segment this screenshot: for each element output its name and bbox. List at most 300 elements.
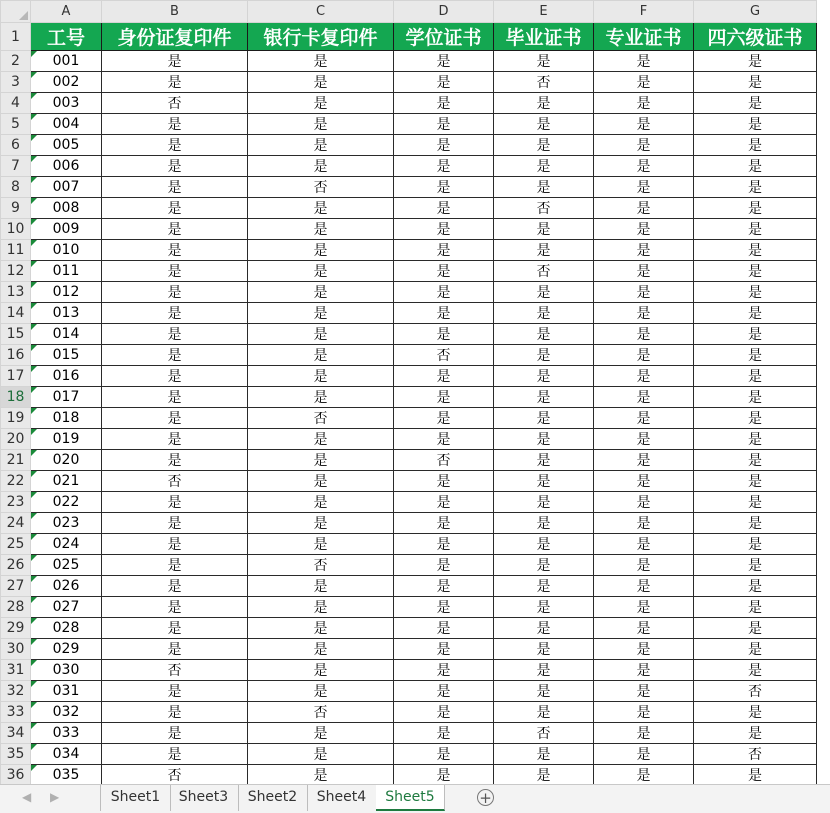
table-cell[interactable] (248, 240, 394, 261)
table-cell[interactable] (248, 660, 394, 681)
table-cell[interactable] (102, 72, 248, 93)
column-header-b[interactable]: B (102, 1, 248, 23)
table-cell[interactable] (594, 429, 694, 450)
employee-id-cell[interactable] (31, 219, 102, 240)
table-cell[interactable] (248, 429, 394, 450)
table-cell[interactable] (248, 114, 394, 135)
table-cell[interactable] (494, 387, 594, 408)
table-cell[interactable] (694, 219, 817, 240)
table-cell[interactable] (594, 387, 694, 408)
table-cell[interactable] (594, 681, 694, 702)
table-cell[interactable] (248, 261, 394, 282)
table-cell[interactable] (494, 219, 594, 240)
table-cell[interactable] (694, 240, 817, 261)
employee-id-cell[interactable] (31, 387, 102, 408)
table-cell[interactable] (494, 156, 594, 177)
table-cell[interactable] (694, 702, 817, 723)
row-number-15[interactable]: 15 (1, 324, 31, 345)
table-cell[interactable] (394, 51, 494, 72)
table-cell[interactable] (394, 681, 494, 702)
table-cell[interactable] (394, 93, 494, 114)
table-cell[interactable] (102, 261, 248, 282)
table-cell[interactable] (594, 450, 694, 471)
table-cell[interactable] (248, 156, 394, 177)
table-cell[interactable] (394, 639, 494, 660)
table-cell[interactable] (102, 681, 248, 702)
header-cell[interactable]: 银行卡复印件 (248, 23, 394, 51)
table-cell[interactable] (248, 93, 394, 114)
table-cell[interactable] (102, 576, 248, 597)
table-cell[interactable] (694, 303, 817, 324)
table-cell[interactable] (394, 114, 494, 135)
table-cell[interactable] (594, 534, 694, 555)
table-cell[interactable] (102, 744, 248, 765)
row-number-1[interactable]: 1 (1, 23, 31, 51)
table-cell[interactable] (102, 723, 248, 744)
table-cell[interactable] (394, 219, 494, 240)
table-cell[interactable] (248, 702, 394, 723)
table-cell[interactable] (694, 324, 817, 345)
row-number-10[interactable]: 10 (1, 219, 31, 240)
row-number-34[interactable]: 34 (1, 723, 31, 744)
row-number-31[interactable]: 31 (1, 660, 31, 681)
table-cell[interactable] (594, 345, 694, 366)
table-cell[interactable] (102, 492, 248, 513)
sheet-tab-sheet5[interactable]: Sheet5 (376, 785, 445, 811)
header-cell[interactable]: 学位证书 (394, 23, 494, 51)
table-cell[interactable] (494, 681, 594, 702)
table-cell[interactable] (494, 702, 594, 723)
column-header-d[interactable]: D (394, 1, 494, 23)
employee-id-cell[interactable] (31, 681, 102, 702)
row-number-28[interactable]: 28 (1, 597, 31, 618)
employee-id-cell[interactable] (31, 576, 102, 597)
table-cell[interactable] (494, 450, 594, 471)
table-cell[interactable] (694, 534, 817, 555)
table-cell[interactable] (248, 72, 394, 93)
row-number-4[interactable]: 4 (1, 93, 31, 114)
row-number-18[interactable]: 18 (1, 387, 31, 408)
table-cell[interactable] (394, 72, 494, 93)
sheet-tab-sheet3[interactable]: Sheet3 (169, 785, 239, 811)
table-cell[interactable] (394, 429, 494, 450)
row-number-23[interactable]: 23 (1, 492, 31, 513)
table-cell[interactable] (694, 282, 817, 303)
column-header-e[interactable]: E (494, 1, 594, 23)
table-cell[interactable] (594, 513, 694, 534)
column-header-c[interactable]: C (248, 1, 394, 23)
table-cell[interactable] (248, 513, 394, 534)
table-cell[interactable] (694, 618, 817, 639)
sheet-tab-sheet4[interactable]: Sheet4 (307, 785, 377, 811)
table-cell[interactable] (494, 135, 594, 156)
row-number-25[interactable]: 25 (1, 534, 31, 555)
table-cell[interactable] (694, 681, 817, 702)
employee-id-cell[interactable] (31, 198, 102, 219)
table-cell[interactable] (494, 240, 594, 261)
sheet-tab-sheet2[interactable]: Sheet2 (238, 785, 308, 811)
table-cell[interactable] (694, 261, 817, 282)
table-cell[interactable] (394, 261, 494, 282)
employee-id-cell[interactable] (31, 135, 102, 156)
table-cell[interactable] (394, 492, 494, 513)
table-cell[interactable] (594, 408, 694, 429)
row-number-2[interactable]: 2 (1, 51, 31, 72)
table-cell[interactable] (102, 303, 248, 324)
prev-sheet-icon[interactable]: ◀ (22, 790, 32, 804)
row-number-20[interactable]: 20 (1, 429, 31, 450)
table-cell[interactable] (102, 114, 248, 135)
table-cell[interactable] (248, 492, 394, 513)
table-cell[interactable] (494, 198, 594, 219)
table-cell[interactable] (494, 534, 594, 555)
table-cell[interactable] (102, 282, 248, 303)
table-cell[interactable] (394, 513, 494, 534)
table-cell[interactable] (494, 660, 594, 681)
table-cell[interactable] (248, 534, 394, 555)
employee-id-cell[interactable] (31, 555, 102, 576)
table-cell[interactable] (694, 177, 817, 198)
column-header-g[interactable]: G (694, 1, 817, 23)
row-number-33[interactable]: 33 (1, 702, 31, 723)
table-cell[interactable] (394, 387, 494, 408)
table-cell[interactable] (394, 408, 494, 429)
row-number-19[interactable]: 19 (1, 408, 31, 429)
table-cell[interactable] (594, 198, 694, 219)
row-number-14[interactable]: 14 (1, 303, 31, 324)
table-cell[interactable] (494, 744, 594, 765)
row-number-6[interactable]: 6 (1, 135, 31, 156)
table-cell[interactable] (694, 51, 817, 72)
table-cell[interactable] (394, 744, 494, 765)
table-cell[interactable] (494, 765, 594, 786)
table-cell[interactable] (594, 723, 694, 744)
table-cell[interactable] (394, 282, 494, 303)
table-cell[interactable] (494, 177, 594, 198)
table-cell[interactable] (248, 765, 394, 786)
row-number-30[interactable]: 30 (1, 639, 31, 660)
employee-id-cell[interactable] (31, 597, 102, 618)
row-number-32[interactable]: 32 (1, 681, 31, 702)
table-cell[interactable] (102, 660, 248, 681)
table-cell[interactable] (248, 135, 394, 156)
table-cell[interactable] (248, 639, 394, 660)
header-cell[interactable]: 专业证书 (594, 23, 694, 51)
row-number-35[interactable]: 35 (1, 744, 31, 765)
table-cell[interactable] (248, 471, 394, 492)
table-cell[interactable] (694, 744, 817, 765)
table-cell[interactable] (594, 93, 694, 114)
next-sheet-icon[interactable]: ▶ (50, 790, 60, 804)
table-cell[interactable] (248, 576, 394, 597)
table-cell[interactable] (394, 303, 494, 324)
table-cell[interactable] (394, 135, 494, 156)
table-cell[interactable] (394, 723, 494, 744)
table-cell[interactable] (248, 366, 394, 387)
table-cell[interactable] (494, 282, 594, 303)
header-cell[interactable]: 身份证复印件 (102, 23, 248, 51)
table-cell[interactable] (394, 534, 494, 555)
table-cell[interactable] (394, 156, 494, 177)
table-cell[interactable] (102, 324, 248, 345)
table-cell[interactable] (594, 366, 694, 387)
employee-id-cell[interactable] (31, 366, 102, 387)
row-number-27[interactable]: 27 (1, 576, 31, 597)
row-number-36[interactable]: 36 (1, 765, 31, 786)
table-cell[interactable] (594, 639, 694, 660)
table-cell[interactable] (102, 240, 248, 261)
employee-id-cell[interactable] (31, 450, 102, 471)
table-cell[interactable] (694, 429, 817, 450)
table-cell[interactable] (594, 303, 694, 324)
table-cell[interactable] (394, 618, 494, 639)
employee-id-cell[interactable] (31, 408, 102, 429)
employee-id-cell[interactable] (31, 471, 102, 492)
row-number-9[interactable]: 9 (1, 198, 31, 219)
table-cell[interactable] (102, 471, 248, 492)
table-cell[interactable] (248, 387, 394, 408)
table-cell[interactable] (694, 72, 817, 93)
table-cell[interactable] (594, 765, 694, 786)
employee-id-cell[interactable] (31, 639, 102, 660)
table-cell[interactable] (694, 198, 817, 219)
table-cell[interactable] (394, 555, 494, 576)
table-cell[interactable] (694, 135, 817, 156)
row-number-29[interactable]: 29 (1, 618, 31, 639)
table-cell[interactable] (494, 303, 594, 324)
table-cell[interactable] (248, 282, 394, 303)
table-cell[interactable] (594, 324, 694, 345)
employee-id-cell[interactable] (31, 114, 102, 135)
table-cell[interactable] (394, 366, 494, 387)
table-cell[interactable] (694, 555, 817, 576)
table-cell[interactable] (694, 576, 817, 597)
header-cell[interactable]: 工号 (31, 23, 102, 51)
table-cell[interactable] (494, 72, 594, 93)
table-cell[interactable] (248, 177, 394, 198)
employee-id-cell[interactable] (31, 51, 102, 72)
table-cell[interactable] (102, 93, 248, 114)
table-cell[interactable] (394, 660, 494, 681)
table-cell[interactable] (102, 555, 248, 576)
table-cell[interactable] (694, 471, 817, 492)
table-cell[interactable] (494, 345, 594, 366)
table-cell[interactable] (248, 555, 394, 576)
table-cell[interactable] (594, 597, 694, 618)
employee-id-cell[interactable] (31, 261, 102, 282)
table-cell[interactable] (102, 345, 248, 366)
employee-id-cell[interactable] (31, 429, 102, 450)
table-cell[interactable] (494, 513, 594, 534)
table-cell[interactable] (394, 765, 494, 786)
table-cell[interactable] (594, 555, 694, 576)
table-cell[interactable] (694, 387, 817, 408)
table-cell[interactable] (594, 618, 694, 639)
table-cell[interactable] (248, 681, 394, 702)
row-number-3[interactable]: 3 (1, 72, 31, 93)
table-cell[interactable] (594, 156, 694, 177)
row-number-8[interactable]: 8 (1, 177, 31, 198)
row-number-16[interactable]: 16 (1, 345, 31, 366)
table-cell[interactable] (102, 450, 248, 471)
table-cell[interactable] (102, 702, 248, 723)
table-cell[interactable] (594, 240, 694, 261)
table-cell[interactable] (494, 93, 594, 114)
table-cell[interactable] (102, 177, 248, 198)
employee-id-cell[interactable] (31, 660, 102, 681)
table-cell[interactable] (102, 597, 248, 618)
table-cell[interactable] (394, 345, 494, 366)
table-cell[interactable] (248, 324, 394, 345)
row-number-21[interactable]: 21 (1, 450, 31, 471)
table-cell[interactable] (394, 702, 494, 723)
table-cell[interactable] (102, 408, 248, 429)
table-cell[interactable] (694, 450, 817, 471)
table-cell[interactable] (694, 513, 817, 534)
table-cell[interactable] (102, 219, 248, 240)
employee-id-cell[interactable] (31, 765, 102, 786)
employee-id-cell[interactable] (31, 93, 102, 114)
table-cell[interactable] (248, 618, 394, 639)
row-number-11[interactable]: 11 (1, 240, 31, 261)
table-cell[interactable] (394, 177, 494, 198)
employee-id-cell[interactable] (31, 534, 102, 555)
table-cell[interactable] (102, 429, 248, 450)
table-cell[interactable] (694, 660, 817, 681)
table-cell[interactable] (594, 576, 694, 597)
employee-id-cell[interactable] (31, 240, 102, 261)
table-cell[interactable] (594, 72, 694, 93)
table-cell[interactable] (102, 618, 248, 639)
table-cell[interactable] (694, 345, 817, 366)
add-sheet-icon[interactable]: + (477, 789, 494, 806)
table-cell[interactable] (394, 471, 494, 492)
table-cell[interactable] (248, 408, 394, 429)
table-cell[interactable] (394, 576, 494, 597)
employee-id-cell[interactable] (31, 723, 102, 744)
header-cell[interactable]: 毕业证书 (494, 23, 594, 51)
table-cell[interactable] (494, 618, 594, 639)
table-cell[interactable] (248, 219, 394, 240)
table-cell[interactable] (594, 219, 694, 240)
table-cell[interactable] (694, 93, 817, 114)
table-cell[interactable] (494, 492, 594, 513)
employee-id-cell[interactable] (31, 282, 102, 303)
table-cell[interactable] (494, 639, 594, 660)
employee-id-cell[interactable] (31, 156, 102, 177)
table-cell[interactable] (494, 555, 594, 576)
table-cell[interactable] (248, 345, 394, 366)
column-header-f[interactable]: F (594, 1, 694, 23)
table-cell[interactable] (102, 387, 248, 408)
row-number-12[interactable]: 12 (1, 261, 31, 282)
sheet-tab-sheet1[interactable]: Sheet1 (100, 785, 171, 811)
table-cell[interactable] (102, 51, 248, 72)
row-number-7[interactable]: 7 (1, 156, 31, 177)
table-cell[interactable] (248, 597, 394, 618)
table-cell[interactable] (394, 240, 494, 261)
table-cell[interactable] (594, 114, 694, 135)
row-number-13[interactable]: 13 (1, 282, 31, 303)
table-cell[interactable] (102, 639, 248, 660)
table-cell[interactable] (694, 723, 817, 744)
table-cell[interactable] (694, 492, 817, 513)
table-cell[interactable] (102, 366, 248, 387)
table-cell[interactable] (494, 261, 594, 282)
table-cell[interactable] (494, 51, 594, 72)
table-cell[interactable] (694, 639, 817, 660)
table-cell[interactable] (494, 723, 594, 744)
table-cell[interactable] (594, 261, 694, 282)
table-cell[interactable] (394, 597, 494, 618)
header-cell[interactable]: 四六级证书 (694, 23, 817, 51)
table-cell[interactable] (494, 324, 594, 345)
table-cell[interactable] (594, 492, 694, 513)
table-cell[interactable] (594, 744, 694, 765)
employee-id-cell[interactable] (31, 345, 102, 366)
table-cell[interactable] (594, 282, 694, 303)
row-number-24[interactable]: 24 (1, 513, 31, 534)
table-cell[interactable] (102, 765, 248, 786)
table-cell[interactable] (102, 156, 248, 177)
table-cell[interactable] (248, 723, 394, 744)
table-cell[interactable] (594, 135, 694, 156)
table-cell[interactable] (494, 471, 594, 492)
table-cell[interactable] (694, 156, 817, 177)
row-number-5[interactable]: 5 (1, 114, 31, 135)
table-cell[interactable] (594, 702, 694, 723)
table-cell[interactable] (694, 597, 817, 618)
employee-id-cell[interactable] (31, 324, 102, 345)
column-header-a[interactable]: A (31, 1, 102, 23)
employee-id-cell[interactable] (31, 303, 102, 324)
employee-id-cell[interactable] (31, 177, 102, 198)
table-cell[interactable] (102, 534, 248, 555)
employee-id-cell[interactable] (31, 513, 102, 534)
table-cell[interactable] (494, 408, 594, 429)
table-cell[interactable] (102, 513, 248, 534)
table-cell[interactable] (494, 114, 594, 135)
table-cell[interactable] (248, 450, 394, 471)
table-cell[interactable] (102, 198, 248, 219)
employee-id-cell[interactable] (31, 72, 102, 93)
row-number-26[interactable]: 26 (1, 555, 31, 576)
row-number-17[interactable]: 17 (1, 366, 31, 387)
table-cell[interactable] (494, 429, 594, 450)
table-cell[interactable] (494, 597, 594, 618)
table-cell[interactable] (494, 576, 594, 597)
table-cell[interactable] (248, 51, 394, 72)
table-cell[interactable] (248, 198, 394, 219)
table-cell[interactable] (248, 744, 394, 765)
table-cell[interactable] (594, 660, 694, 681)
table-cell[interactable] (594, 51, 694, 72)
table-cell[interactable] (394, 324, 494, 345)
employee-id-cell[interactable] (31, 618, 102, 639)
table-cell[interactable] (694, 366, 817, 387)
select-all-corner[interactable] (1, 1, 31, 23)
table-cell[interactable] (494, 366, 594, 387)
table-cell[interactable] (394, 198, 494, 219)
table-cell[interactable] (594, 177, 694, 198)
table-cell[interactable] (594, 471, 694, 492)
table-cell[interactable] (394, 450, 494, 471)
table-cell[interactable] (248, 303, 394, 324)
table-cell[interactable] (694, 114, 817, 135)
table-cell[interactable] (102, 135, 248, 156)
employee-id-cell[interactable] (31, 492, 102, 513)
table-cell[interactable] (694, 408, 817, 429)
